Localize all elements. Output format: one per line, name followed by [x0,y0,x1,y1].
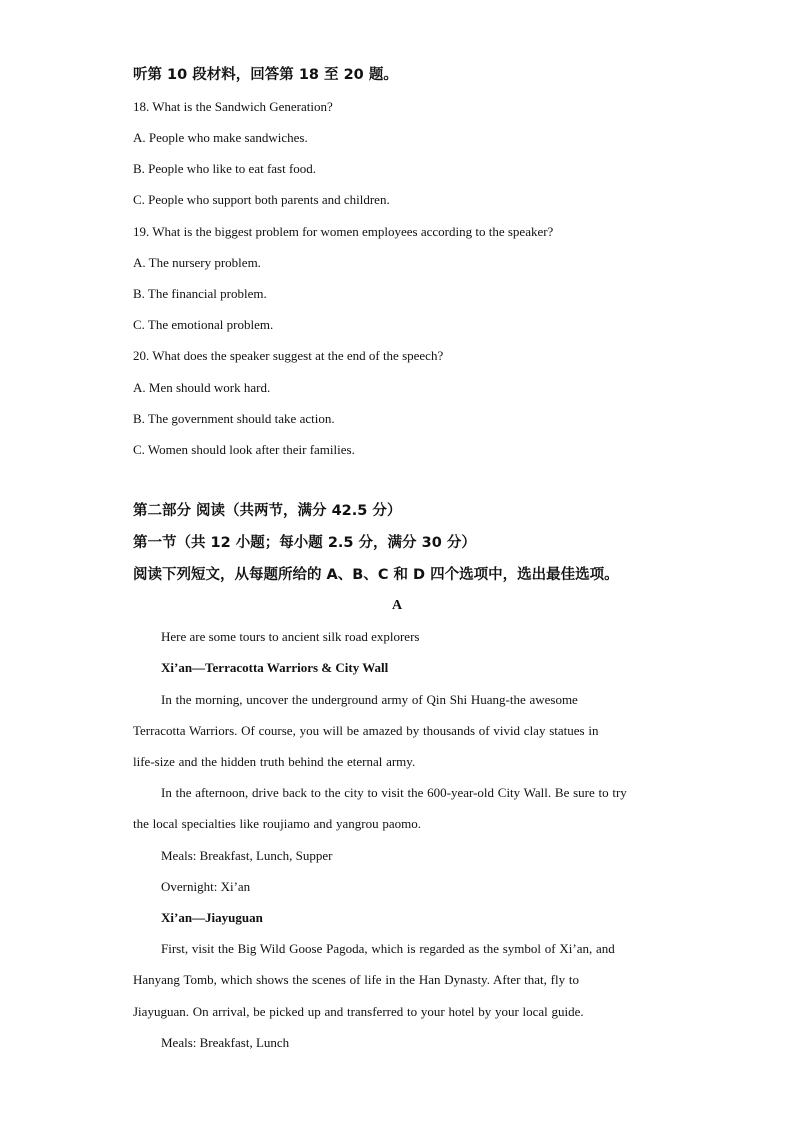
question-20-stem: 20. What does the speaker suggest at the end of the speech? [133,348,444,363]
question-18-option-c: C. People who support both parents and children. [133,192,390,207]
question-19-option-c: C. The emotional problem. [133,317,274,332]
tour-1-overnight: Overnight: Xi’an [161,879,251,894]
reading-part-title: 第二部分 阅读（共两节，满分 42.5 分） [133,503,402,519]
tour-1-para1-line1: In the morning, uncover the underground army of Qin Shi Huang-the awesome [161,692,578,707]
listening-heading: 听第 10 段材料，回答第 18 至 20 题。 [133,67,398,83]
reading-instruction: 阅读下列短文，从每题所给的 A、B、C 和 D 四个选项中，选出最佳选项。 [133,567,619,583]
tour-1-para1-line2: Terracotta Warriors. Of course, you will be amazed by thousands of vivid clay statues in [133,723,599,738]
passage-intro: Here are some tours to ancient silk road explorers [161,629,420,644]
tour-2-para1-line2: Hanyang Tomb, which shows the scenes of life in the Han Dynasty. After that, fly to [133,972,579,987]
tour-1-meals: Meals: Breakfast, Lunch, Supper [161,848,333,863]
question-19-option-b: B. The financial problem. [133,286,267,301]
question-18-option-a: A. People who make sandwiches. [133,130,308,145]
tour-2-para1-line1: First, visit the Big Wild Goose Pagoda, which is regarded as the symbol of Xi’an, and [161,941,615,956]
passage-label: A [391,598,403,613]
tour-1-para1-line3: life-size and the hidden truth behind the eternal army. [133,754,416,769]
question-18-stem: 18. What is the Sandwich Generation? [133,99,333,114]
tour-2-title: Xi’an—Jiayuguan [161,910,263,925]
tour-1-para2-line1: In the afternoon, drive back to the city to visit the 600-year-old City Wall. Be sure to try [161,785,627,800]
question-20-option-c: C. Women should look after their families. [133,442,355,457]
tour-2-meals: Meals: Breakfast, Lunch [161,1035,290,1050]
tour-1-para2-line2: the local specialties like roujiamo and yangrou paomo. [133,816,421,831]
question-20-option-b: B. The government should take action. [133,411,335,426]
tour-1-title: Xi’an—Terracotta Warriors & City Wall [161,660,389,675]
question-20-option-a: A. Men should work hard. [133,380,271,395]
question-18-option-b: B. People who like to eat fast food. [133,161,317,176]
question-19-stem: 19. What is the biggest problem for women employees according to the speaker? [133,224,554,239]
reading-section-title: 第一节（共 12 小题；每小题 2.5 分，满分 30 分） [133,535,476,551]
tour-2-para1-line3: Jiayuguan. On arrival, be picked up and transferred to your hotel by your local guide. [133,1004,584,1019]
question-19-option-a: A. The nursery problem. [133,255,261,270]
